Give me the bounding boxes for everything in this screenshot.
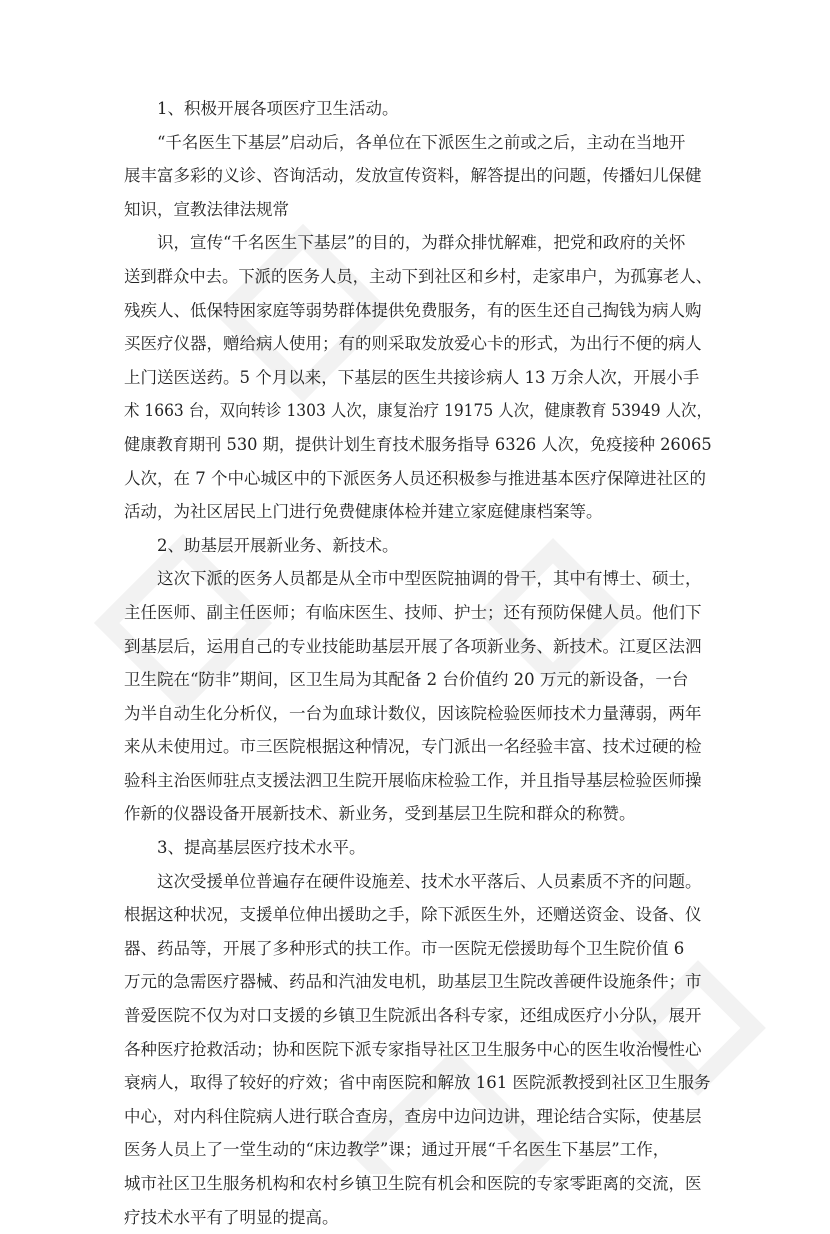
paragraph-line: 疗技术水平有了明显的提高。 [124, 1207, 339, 1227]
paragraph-line: 验科主治医师驻点支援法泗卫生院开展临床检验工作，并且指导基层检验医师操 [124, 770, 702, 790]
paragraph-line: 根据这种状况，支援单位伸出援助之手，除下派医生外，还赠送资金、设备、仪 [124, 905, 702, 925]
paragraph-line: 卫生院在“防非”期间，区卫生局为其配备 2 台价值约 20 万元的新设备，一台 [124, 670, 689, 690]
paragraph-line: 主任医师、副主任医师；有临床医生、技师、护士；还有预防保健人员。他们下 [124, 602, 702, 622]
section-heading: 3、提高基层医疗技术水平。 [157, 838, 366, 858]
paragraph-line: 活动，为社区居民上门进行免费健康体检并建立家庭健康档案等。 [124, 502, 603, 522]
paragraph-line: 术 1663 台，双向转诊 1303 人次，康复治疗 19175 人次，健康教育 53949 人次， [124, 401, 712, 421]
paragraph-line: 知识，宣教法律法规常 [124, 199, 289, 219]
section-heading: 1、积极开展各项医疗卫生活动。 [157, 99, 399, 118]
paragraph-line: 这次下派的医务人员都是从全市中型医院抽调的骨干，其中有博士、硕士， [157, 569, 702, 589]
paragraph-line: “千名医生下基层”启动后，各单位在下派医生之前或之后，主动在当地开 [157, 132, 686, 152]
paragraph-line: 作新的仪器设备开展新技术、新业务，受到基层卫生院和群众的称赞。 [124, 804, 636, 824]
paragraph-line: 普爱医院不仅为对口支援的乡镇卫生院派出各科专家，还组成医疗小分队，展开 [124, 1006, 702, 1026]
paragraph-line: 人次，在 7 个中心城区中的下派医务人员还积极参与推进基本医疗保障进社区的 [124, 468, 706, 488]
paragraph-line: 器、药品等，开展了多种形式的扶工作。市一医院无偿援助每个卫生院价值 6 [124, 938, 685, 958]
paragraph-line: 来从未使用过。市三医院根据这种情况，专门派出一名经验丰富、技术过硬的检 [124, 737, 702, 757]
paragraph-line: 买医疗仪器，赠给病人使用；有的则采取发放爱心卡的形式，为出行不便的病人 [124, 334, 702, 354]
paragraph-line: 为半自动生化分析仪，一台为血球计数仪，因该院检验医师技术力量薄弱，两年 [124, 703, 702, 723]
paragraph-line: 各种医疗抢救活动；协和医院下派专家指导社区卫生服务中心的医生收治慢性心 [124, 1039, 702, 1059]
paragraph-line: 中心，对内科住院病人进行联合查房，查房中边问边讲，理论结合实际，使基层 [124, 1106, 702, 1126]
paragraph-line: 识，宣传“千名医生下基层”的目的，为群众排忧解难，把党和政府的关怀 [157, 233, 686, 253]
paragraph-line: 上门送医送药。5 个月以来，下基层的医生共接诊病人 13 万余人次，开展小手 [124, 367, 700, 387]
paragraph-line: 送到群众中去。下派的医务人员，主动下到社区和乡村，走家串户，为孤寡老人、 [124, 266, 712, 286]
paragraph-line: 展丰富多彩的义诊、咨询活动，发放宣传资料，解答提出的问题，传播妇儿保健 [124, 166, 702, 186]
paragraph-line: 医务人员上了一堂生动的“床边教学”课；通过开展“千名医生下基层”工作， [124, 1140, 670, 1160]
paragraph-line: 城市社区卫生服务机构和农村乡镇卫生院有机会和医院的专家零距离的交流，医 [124, 1174, 702, 1193]
paragraph-line: 这次受援单位普遍存在硬件设施差、技术水平落后、人员素质不齐的问题。 [157, 871, 702, 891]
paragraph-line: 万元的急需医疗器械、药品和汽油发电机，助基层卫生院改善硬件设施条件；市 [124, 972, 702, 992]
section-heading: 2、助基层开展新业务、新技术。 [157, 535, 399, 555]
paragraph-line: 衰病人，取得了较好的疗效；省中南医院和解放 161 医院派教授到社区卫生服务 [124, 1073, 711, 1093]
paragraph-line: 残疾人、低保特困家庭等弱势群体提供免费服务，有的医生还自己掏钱为病人购 [124, 300, 702, 320]
paragraph-line: 到基层后，运用自己的专业技能助基层开展了各项新业务、新技术。江夏区法泗 [124, 636, 702, 656]
document-body [124, 92, 712, 1234]
paragraph-line: 健康教育期刊 530 期，提供计划生育技术服务指导 6326 人次，免疫接种 26065 [124, 434, 712, 454]
